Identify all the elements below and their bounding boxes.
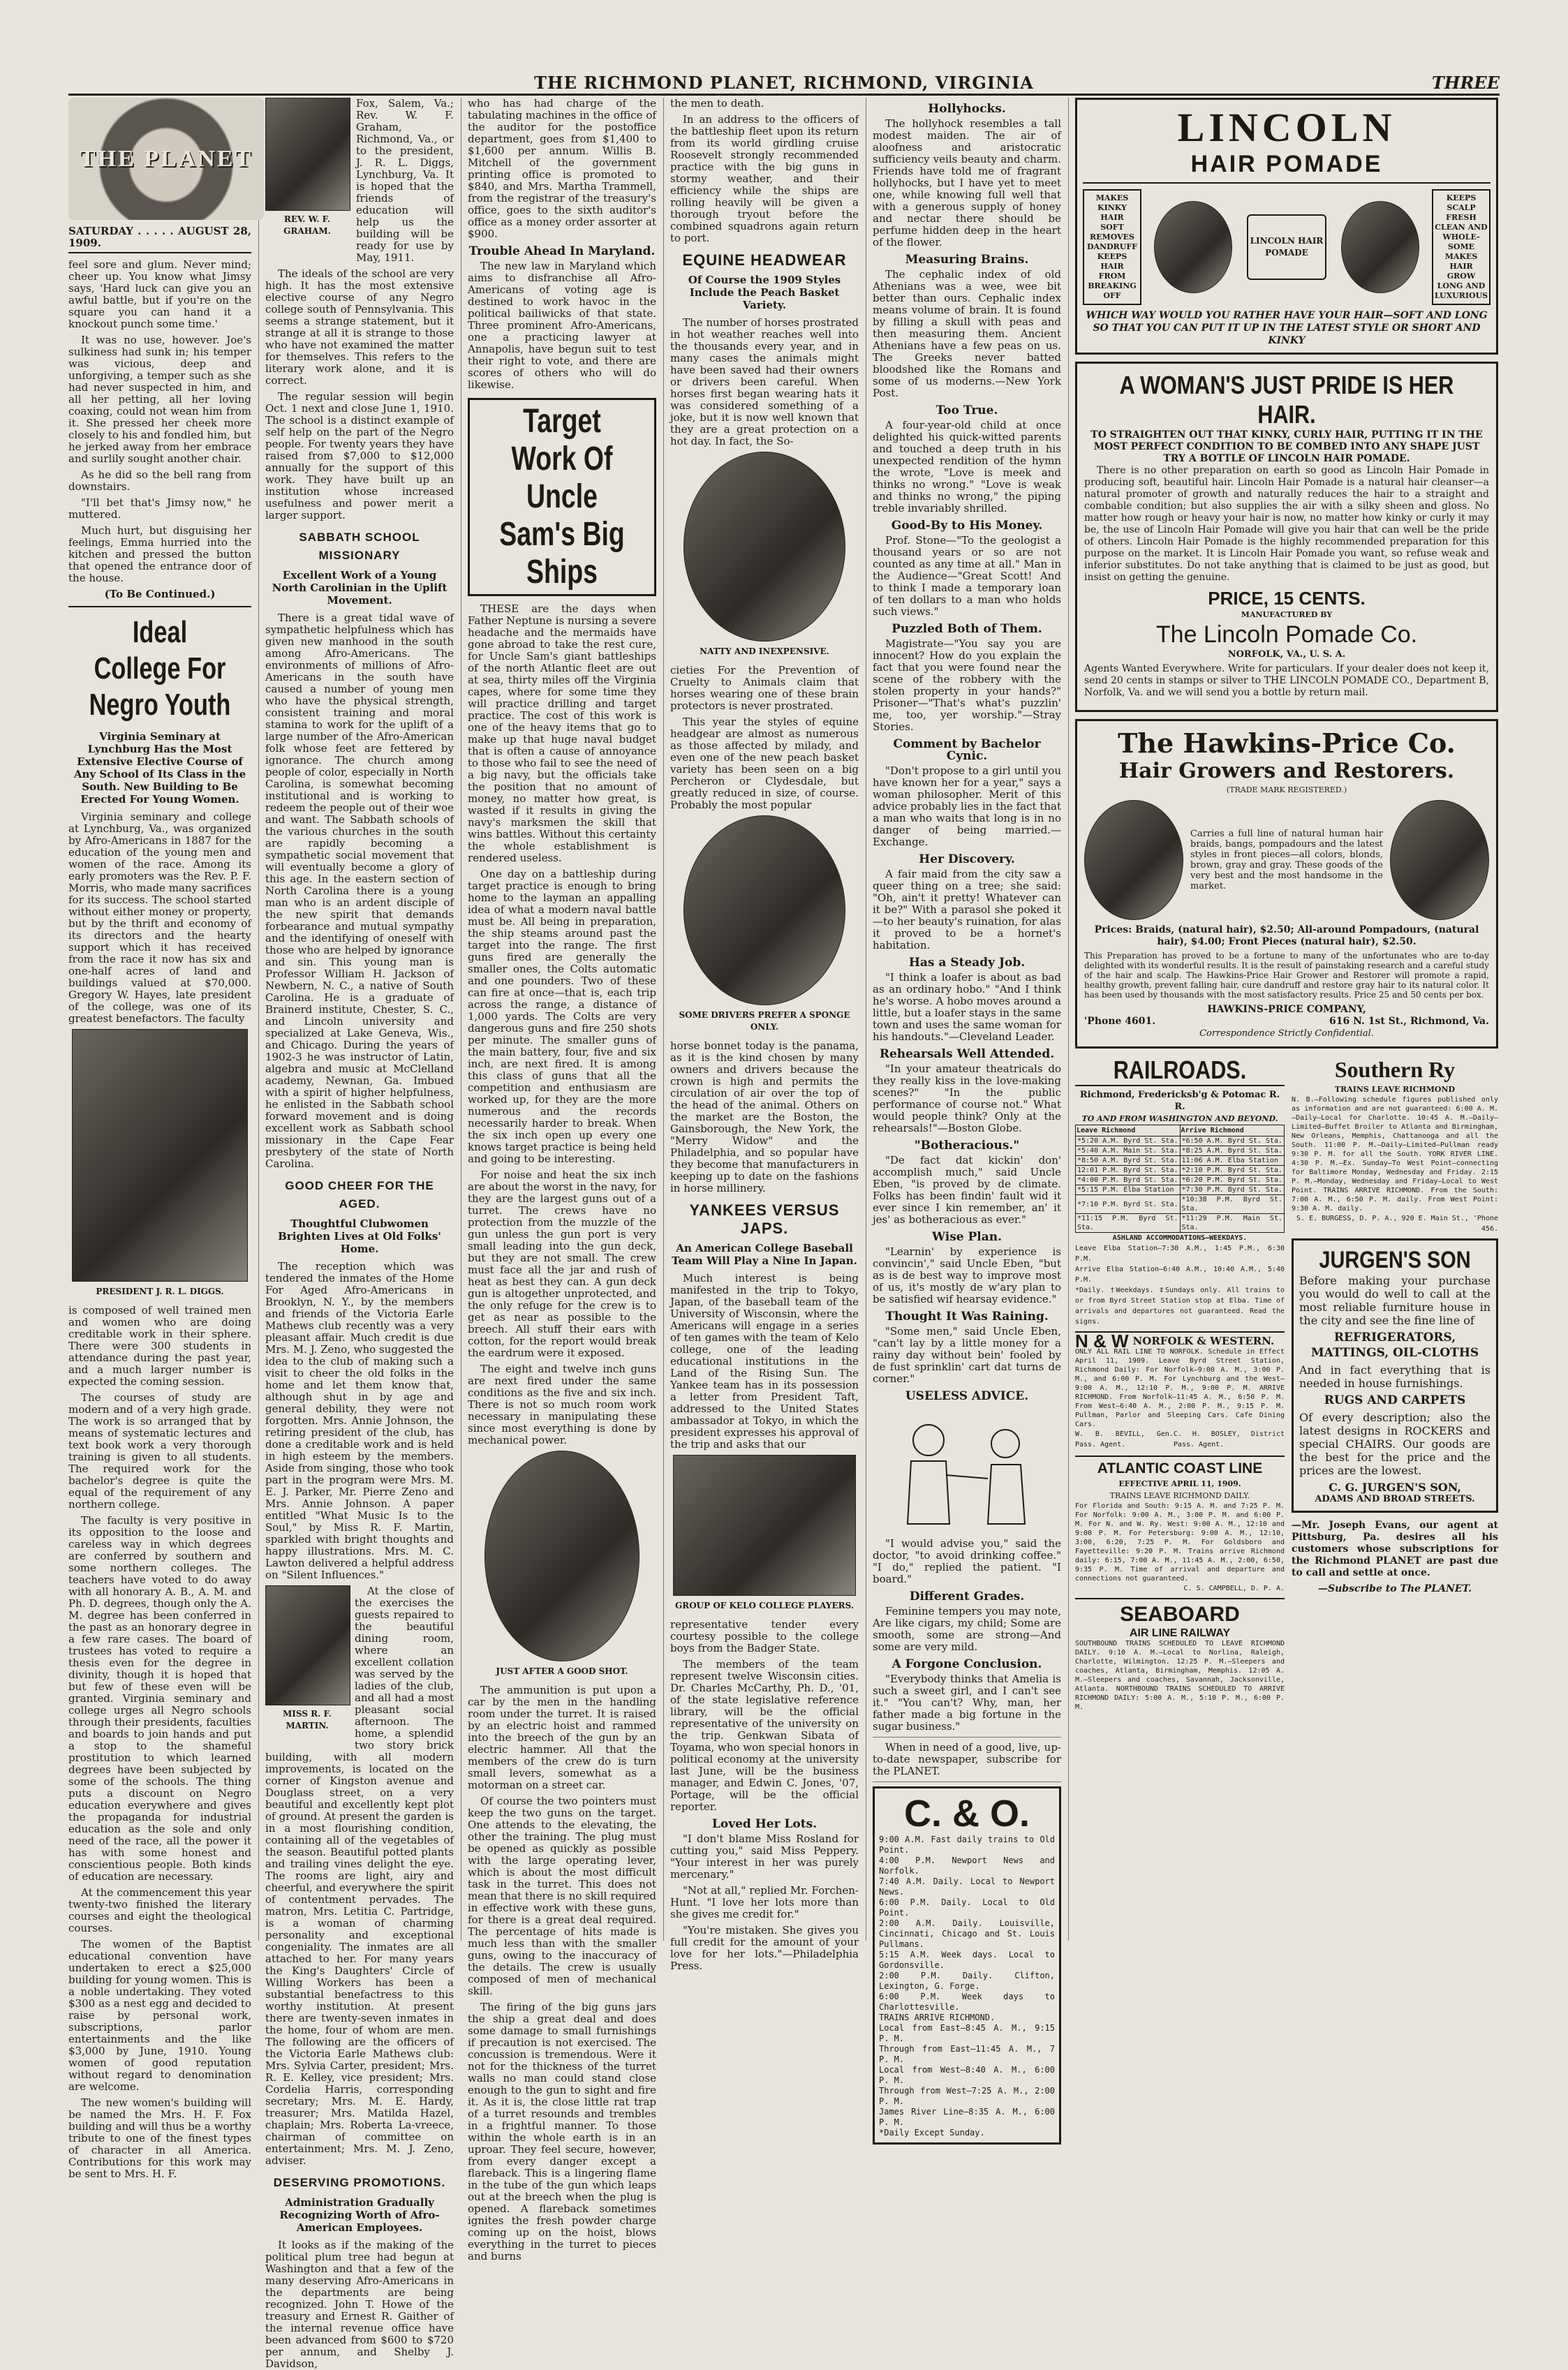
lincoln-ad bbox=[1075, 98, 1498, 355]
lincoln-left-panel bbox=[1083, 189, 1141, 305]
rfp-row bbox=[1076, 1176, 1285, 1185]
article-paragraph: At the commencement this year twenty-two finished the literary courses and eight the theological courses. bbox=[68, 1886, 251, 1934]
article-paragraph: Virginia seminary and college at Lynchburg, Va., was organized by Afro-Americans in 1887 for the education of the young men and women of the race. Among its early promoters was the Rev. P. F. Morris, who made many sacrifices for its success. The school started without either money or property, but by the thrift and economy of its directors and the hearty support which it has received from the race it now has six and one-half acres of land and buildings valued at $70,000. Gregory W. Hayes, late president of the college, was one of its greatest benefactors. The faculty bbox=[68, 810, 251, 1025]
co-schedule-line: 7:40 A.M. Daily. Local to Newport News. bbox=[879, 1876, 1055, 1897]
pride-body: There is no other preparation on earth so good as Lincoln Hair Pomade in producing soft, beautiful hair. Lincoln Hair Pomade is a natural hair cleanser—a natural promoter of growth and naturally reduces the hair to a straight and combable condition; but also supplies the air with a silky sheen and gloss. No matter how rough or heavy your hair is now, no matter how kinky or curly it may be, the use of Lincoln Hair Pomade will give you hair that can well be the pride of others. Lincoln Hair Pomade is the highly recommended preparation for this purpose on the market. It is Lincoln Hair Pomade you want, so refuse weak and inferior substitutes. Do not take anything that is claimed to be just as good, but insist on getting the genuine. bbox=[1084, 465, 1489, 583]
pride-price: PRICE, 15 CENTS. bbox=[1208, 588, 1366, 609]
article-paragraph: The members of the team represent twelve Wisconsin cities. Dr. Charles McCarthy, Ph. D., '01, of the state legislative reference library, will be the official representative of the university on the trip. Genkwan Sibata of Toyama, who won special honors in political economy at the university last June, will be the business manager, and Edwin C. Jones, '07, Portage, will be the official reporter. bbox=[670, 1658, 859, 1813]
photo-caption: GROUP OF KELO COLLEGE PLAYERS. bbox=[674, 1601, 854, 1610]
seaboard-body: SOUTHBOUND TRAINS SCHEDULED TO LEAVE RICHMOND DAILY. 9:10 A. M.—Local to Norlina, Raleigh, Charlotte, Wilmington. 12:25 P. M.—Sleepers and coaches, Atlanta, Birmingham, Memphis. 12:05 A. M.—Sleepers and coaches, Savannah, Jacksonville, Atlanta. NORTHBOUND TRAINS SCHEDULED TO ARRIVE RICHMOND DAILY: 5:00 A. M., 5:10 P. M., 6:00 P. M. bbox=[1075, 1640, 1285, 1711]
hawkins-company: HAWKINS-PRICE COMPANY, bbox=[1207, 1004, 1366, 1015]
hawkins-title: The Hawkins-Price Co. bbox=[1118, 727, 1456, 759]
lincoln-panel-word: HAIR bbox=[1100, 213, 1124, 222]
photo-caption: MISS R. F. MARTIN. bbox=[283, 1709, 332, 1731]
article-paragraph: "You're mistaken. She gives you full credit for the amount of your love for her lots."—Philadelphia Press. bbox=[670, 1924, 859, 1972]
right-ads-column bbox=[1292, 1056, 1498, 1712]
lincoln-panel-word: REMOVES bbox=[1090, 232, 1134, 242]
item-heading: Measuring Brains. bbox=[905, 253, 1029, 267]
page-number: THREE bbox=[1431, 73, 1500, 93]
co-schedule-line: Through from East—11:45 A. M., 7 P. M. bbox=[879, 2044, 1055, 2064]
co-schedule-line: 2:00 A.M. Daily. Louisville, Cincinnati, Chicago and St. Louis Pullmans. bbox=[879, 1918, 1055, 1949]
article-paragraph: Fox, Salem, Va.; Rev. W. F. Graham, Richmond, Va., or to the president, J. R. L. Diggs, Lynchburg, Va. It is hoped that the friends of education will help us the building will be ready for use by May, 1911. bbox=[356, 97, 454, 264]
lincoln-panel-word: OFF bbox=[1103, 291, 1121, 300]
article-paragraph: Much interest is being manifested in the trip to Tokyo, Japan, of the baseball team of the University of Wisconsin, where the Americans will engage in a series of ten games with the team of Kelo college, one of the leading educational institutions in the Land of the Rising Sun. The Yankee team has in its possession a letter from President Taft, addressed to the United States ambassador at Tokyo, in which the president expresses his approval of the trip and asks that our bbox=[670, 1272, 859, 1451]
lincoln-panel-word: LONG AND bbox=[1437, 281, 1486, 290]
rfp-acc-arrive: Arrive Elba Station—6:40 A.M., 10:40 A.M., 5:40 P.M. bbox=[1075, 1266, 1285, 1284]
article-paragraph: The regular session will begin Oct. 1 next and close June 1, 1910. The school is a distinct example of self help on the part of the Negro people. For twenty years they have raised from $7,000 to $12,000 annually for the support of this work. They have built up an institution whose increased usefulness and power merit a larger support. bbox=[265, 390, 454, 521]
to-be-continued: (To Be Continued.) bbox=[68, 588, 251, 607]
photo-caption: SOME DRIVERS PREFER A SPONGE ONLY. bbox=[679, 1010, 850, 1032]
article-paragraph: The firing of the big guns jars the ship a great deal and does some damage to small furnishings if precaution is not exercised. The concussion is tremendous. Were it not for the thickness of the turret walls no man could stand close enough to the gun to sight and fire it. As it is, the close little rat trap of a turret resounds and trembles in a frightful manner. To those within the whole earth is in an uproar. They feel secure, however, from every danger except a flareback. This is a lingering flame in the tube of the gun which leaps out at the breech when the plug is opened. A flareback sometimes ignites the fresh powder charge coming up on the hoist, blows everything in the turret to pieces and burns bbox=[468, 2001, 656, 2262]
rfp-cell: *5:20 A.M. Byrd St. Sta. bbox=[1076, 1136, 1181, 1146]
rfp-row bbox=[1076, 1185, 1285, 1195]
rfp-row bbox=[1076, 1214, 1285, 1233]
article-paragraph: The number of horses prostrated in hot weather reaches well into the thousands every year, and in many cases the animals might have been saved had their owners or drivers been careful. When horses first began wearing hats it was considered something of a joke, but it is now well known that they are a great protection on a hot day. In fact, the So- bbox=[670, 316, 859, 447]
rfp-cell: *11:15 P.M. Byrd St. Sta. bbox=[1076, 1214, 1181, 1233]
page-masthead bbox=[68, 73, 1500, 96]
planet-logo: THE PLANET bbox=[68, 98, 264, 220]
article-paragraph: The eight and twelve inch guns are next fired under the same conditions as the five and six inch. There is not so much room work necessary in manipulating these since most everything is done by mechanical power. bbox=[468, 1363, 656, 1446]
lincoln-panel-word: MAKES bbox=[1095, 193, 1129, 202]
co-schedule-line: Local from West—8:40 A. M., 6:00 P. M. bbox=[879, 2065, 1055, 2085]
serial-paragraph: It was no use, however. Joe's sulkiness had sunk in; his temper was vicious, deep and unforgiving, a temper such as she had never suspected in him, and all her petting, all her loving coaxing, could not wean him from it. She pressed her cheek more closely to his and fondled him, but he jerked away from her embrace and surlily sought another chair. bbox=[68, 334, 251, 465]
co-schedule-line: 5:15 A.M. Week days. Local to Gordonsville. bbox=[879, 1950, 1055, 1970]
article-paragraph: One day on a battleship during target practice is enough to bring home to the layman an appalling idea of what a modern naval battle must be. All being in preparation, the ship steams around past the target into the range. The first guns fired are generally the smaller ones, the Colts automatic and one pounders. Two of these can fire at once—that is, each trip across the range, a distance of 1,000 yards. The Colts are very dangerous guns and fire 250 shots per minute. The smaller guns of the main battery, four, five and six inch, are next fired. It is among this class of guns that all the competition and enthusiasm are worked up, for they are the more numerous and the records necessarily harder to break. When the six inch open up every one knows target practice is being held and going to be interesting. bbox=[468, 868, 656, 1165]
subhead-yankees: An American College Baseball Team Will Play a Nine In Japan. bbox=[672, 1242, 857, 1267]
item-text: A fair maid from the city saw a queer thing on a tree; she said: "Oh, ain't it pretty! Whatever can it be?" With a parasol she poked it—to her beauty's ruination, for alas it proved to be a hornet's habitation. bbox=[873, 868, 1061, 951]
subscribe-planet: —Subscribe to The PLANET. bbox=[1318, 1583, 1472, 1594]
article-paragraph: At the close of the exercises the guests repaired to the beautiful dining room, where an excellent collation was served by the ladies of the club, and all had a most pleasant social afternoon. The home, a splendid two story brick building, with all modern improvements, is located on the corner of Kingston avenue and Douglass street, on a very beautiful and excellently kept plot of ground. At present the garden is in a most flourishing condition, containing all of the vegetables of the season. Beautiful potted plants and trailing vines delight the eye. The rooms are light, airy and cheerful, and everywhere the spirit of contentment pervades. The matron, Mrs. Letitia C. Partridge, is a woman of charming personality and exceptional congeniality. The inmates are all attached to her. For many years the King's Daughters' Circle of Willing Workers has been a substantial benefactress to this worthy institution. At present there are twenty-seven inmates in the home, four of whom are men. The following are the officers of the Victoria Earle Mathews club: Mrs. Sylvia Carter, president; Mrs. R. E. Kelley, vice president; Mrs. Cordelia Harris, corresponding secretary; Mrs. M. E. Hardy, treasurer; Mrs. Matilda Hazel, chaplain; Mrs. Roberta La-vreece, chairman of committee on entertainment; Mrs. M. J. Zeno, adviser. bbox=[265, 1585, 454, 2167]
article-paragraph: In an address to the officers of the battleship fleet upon its return from its world girdling cruise Roosevelt strongly recommended practice with the big guns in stormy weather, and their efficiency while the ships are rolling heavily will be given a thorough tryout before the combined squadrons again return to port. bbox=[670, 113, 859, 244]
column-rule bbox=[258, 98, 259, 1941]
co-schedule-line: *Daily Except Sunday. bbox=[879, 2128, 985, 2138]
item-heading: Good-By to His Money. bbox=[891, 519, 1043, 533]
rfp-row bbox=[1076, 1136, 1285, 1146]
acl-agent: C. S. CAMPBELL, D. P. A. bbox=[1183, 1585, 1285, 1592]
subhead-equine: Of Course the 1909 Styles Include the Peach Basket Variety. bbox=[688, 274, 841, 311]
serial-paragraph: As he did so the bell rang from downstairs. bbox=[68, 468, 251, 493]
item-heading: "Botheracious." bbox=[914, 1139, 1020, 1153]
seaboard-title: SEABOARD bbox=[1075, 1598, 1285, 1627]
nw-agent: W. B. BEVILL, Gen. Pass. Agent. bbox=[1075, 1430, 1174, 1449]
item-text: "I think a loafer is about as bad as an ordinary hobo." "And I think he's worse. A hobo moves around a little, but a loafer stays in the same town and uses the same woman for his handouts."—Cleveland Leader. bbox=[873, 971, 1061, 1043]
lincoln-panel-word: HAIR bbox=[1449, 262, 1473, 271]
article-paragraph: who has had charge of the tabulating machines in the office of the auditor for the postoffice department, goes from $1,400 to $1,600 per annum. Willis B. Mitchell of the government printing office is promoted to $840, and Mrs. Martha Trammell, from the registrar of the treasury's office, goes to the sixth auditor's office as a money order assorter at $900. bbox=[468, 97, 656, 240]
short-items bbox=[873, 1591, 1061, 1733]
co-schedule-line: Through from West—7:25 A. M., 2:00 P. M. bbox=[879, 2086, 1055, 2106]
article-paragraph: There is a great tidal wave of sympathetic helpfulness which has given new manhood in the south among Afro-Americans. The environments of millions of Afro-Americans in the south have caused a number of young men who have the physical strength, consistent training and moral stamina to work for the uplift of a large number of the Afro-American folk whose feet are fettered by ignorance. The church among people of color, especially in North Carolina, is somewhat becoming institutional and is working to redeem the people out of their woe and want. The Sabbath schools of the various churches in the south are rapidly becoming a sympathetic social movement that will eventually become a glory of this age. In the eastern section of North Carolina there is a young man who is an ardent disciple of the new spirit that demands forbearance and mutual sympathy and the identifying of oneself with those who are helped by ignorance and sin. This young man is Professor William H. Jackson of Newbern, N. C., a native of South Carolina. He is a graduate of Brainerd institute, Chester, S. C., and Lincoln university and specialized at Lake Geneva, Wis., and Chicago. During the years of 1902-3 he was instructor of Latin, algebra and music at McClelland academy, Newnan, Ga. Imbued with a spirit of higher helpfulness, he enlisted in the Sabbath school forward movement and is doing excellent work as Sabbath school missionary in the Cape Fear presbytery of the state of North Carolina. bbox=[265, 612, 454, 1170]
article-paragraph: It looks as if the making of the political plum tree had begun at Washington and that a few of the many deserving Afro-Americans in the departments are being recognized. John T. Howe of the treasury and Ernest R. Gaither of the internal revenue office have been advanced from $600 to $720 per annum, and Shelby J. Davidson, bbox=[265, 2239, 454, 2370]
column-rule bbox=[1068, 98, 1069, 1941]
rfp-accommodations: ASHLAND ACCOMMODATIONS—WEEKDAYS. bbox=[1112, 1234, 1248, 1242]
headline-promotions: DESERVING PROMOTIONS. bbox=[273, 2176, 446, 2189]
serial-paragraph: "I'll bet that's Jimsy now," he muttered. bbox=[68, 496, 251, 521]
column-6 bbox=[1075, 98, 1498, 1941]
rfp-cell: 11:06 A.M. Elba Station bbox=[1180, 1156, 1285, 1166]
item-text: Feminine tempers you may note, Are like cigars, my child; Some are smooth, some are strong—And some are very mild. bbox=[873, 1605, 1061, 1653]
item-text: "Everybody thinks that Amelia is such a sweet girl, and I can't see it." "You can't? Why, man, her father made a big fortune in the sugar business." bbox=[873, 1673, 1061, 1733]
item-heading: A Forgone Conclusion. bbox=[892, 1657, 1042, 1671]
nw-agent: C. H. BOSLEY, District Pass. Agent. bbox=[1173, 1430, 1285, 1449]
item-heading: Too True. bbox=[935, 403, 998, 417]
article-paragraph: is composed of well trained men and women who are doing creditable work in their sphere. There were 300 students in attendance during the past year, and a much larger number is expected the coming session. bbox=[68, 1304, 251, 1388]
co-schedule-line: 4:00 P.M. Newport News and Norfolk. bbox=[879, 1856, 1055, 1876]
rfp-cell: 12:01 P.M. Byrd St. Sta. bbox=[1076, 1166, 1181, 1176]
lincoln-panel-word: DANDRUFF bbox=[1086, 242, 1138, 251]
rfp-cell: *5:40 A.M. Main St. Sta. bbox=[1076, 1146, 1181, 1156]
jurgen-address: ADAMS AND BROAD STREETS. bbox=[1315, 1494, 1475, 1504]
rfp-cell: *6:20 P.M. Byrd St. Sta. bbox=[1180, 1176, 1285, 1185]
column-2 bbox=[265, 97, 454, 2370]
photo-caption: REV. W. F. GRAHAM. bbox=[283, 214, 331, 236]
photo-caption: NATTY AND INEXPENSIVE. bbox=[700, 646, 829, 656]
woman-illustration bbox=[1341, 201, 1419, 293]
rfp-arrive-header: Arrive Richmond bbox=[1180, 1125, 1285, 1136]
lincoln-panel-word: WHOLE- bbox=[1442, 232, 1480, 242]
nw-logo-icon: N & W bbox=[1075, 1331, 1129, 1351]
rfp-cell: *10:38 P.M. Byrd St. Sta. bbox=[1180, 1195, 1285, 1214]
article-paragraph: Of course the two pointers must keep the two guns on the target. One attends to the elevating, the other the training. The plug must be opened as quickly as possible with the large operating lever, which is about the most difficult task in the turret. This does not mean that there is no skill required in effective work with these guns, for there is a great deal required. The percentage of hits made is much less than with the smaller guns, owing to the inaccuracy of the details. The crew is usually composed of men of mechanical skill. bbox=[468, 1795, 656, 1997]
item-heading: Thought It Was Raining. bbox=[885, 1310, 1049, 1324]
lincoln-panel-word: LUXURIOUS bbox=[1434, 291, 1488, 300]
co-schedule-line: TRAINS ARRIVE RICHMOND. bbox=[879, 2013, 996, 2022]
rfp-cell: *4:00 P.M. Byrd St. Sta. bbox=[1076, 1176, 1181, 1185]
article-paragraph: horse bonnet today is the panama, as it is the kind chosen by many owners and drivers because the crown is high and permits the circulation of air over the top of the head of the animal. Others on the market are the Boston, the Gainsborough, the New York, the "Merry Widow" and the Philadelphia, and so popular have they become that manufacturers in keeping up to date on the fashions in horse millinery. bbox=[670, 1039, 859, 1194]
pride-manufactured-by: MANUFACTURED BY bbox=[1241, 610, 1333, 619]
jurgen-rugs: RUGS AND CARPETS bbox=[1324, 1393, 1466, 1407]
rfp-note: *Daily. †Weekdays. ‡Sundays only. All trains to or from Byrd Street Station stop at Elba. Time of arrivals and departures not guaranteed. Read the signs. bbox=[1075, 1287, 1285, 1326]
lincoln-panel-word: HAIR bbox=[1100, 262, 1124, 271]
hawkins-subtitle: Hair Growers and Restorers. bbox=[1118, 759, 1455, 783]
article-paragraph: The reception which was tendered the inmates of the Home For Aged Afro-Americans in Brooklyn, N. Y., by the members and friends of the Victoria Earle Mathews club recently was a very pleasant affair. Much credit is due Mrs. M. J. Zeno, who suggested the idea to the club of making such a visit to cheer the old folks in the home and let them know that, although shut in by age and general debility, they were not forgotten. Mrs. Annie Johnson, the retiring president of the club, has done a creditable work and is held in high esteem by the members. Aside from singing, those who took part in the program were Mrs. M. E. J. Parker, Mr. Pierre Zeno and Mrs. Annie Johnson. A paper entitled "What Music Is to the Soul," by Miss R. F. Martin, sparkled with bright thoughts and happy illustrations. Mrs. M. C. Lawton delivered a helpful address on "Silent Influences." bbox=[265, 1260, 454, 1581]
article-paragraph: The new women's building will be named the Mrs. H. F. Fox building and will thus be a worthy tribute to one of the finest types of character in all America. Contributions for this work may be sent to Mrs. H. F. bbox=[68, 2096, 251, 2180]
hawkins-address: 616 N. 1st St., Richmond, Va. bbox=[1329, 1016, 1489, 1027]
lincoln-subtitle: HAIR POMADE bbox=[1083, 150, 1491, 184]
portrait-photo bbox=[265, 1585, 350, 1705]
jurgen-tail: Of every description; also the latest designs in ROCKERS and special CHAIRS. Our goods are the best for the price and the prices are the lowest. bbox=[1299, 1411, 1491, 1477]
acl-subtitle: TRAINS LEAVE RICHMOND DAILY. bbox=[1109, 1491, 1250, 1500]
sailor-photo bbox=[485, 1451, 639, 1661]
serial-paragraph: feel sore and glum. Never mind; cheer up. You know what Jimsy says, 'Hard luck can give you an awful battle, but if you're on the square you can hand it a knockout punch some time.' bbox=[68, 258, 251, 330]
rfp-row bbox=[1076, 1156, 1285, 1166]
article-paragraph: representative tender every courtesy possible to the college boys from the Badger State. bbox=[670, 1618, 859, 1654]
lincoln-panel-word: FROM bbox=[1098, 272, 1126, 281]
southern-title: Southern Ry bbox=[1334, 1057, 1456, 1082]
co-schedule-line: James River Line—8:35 A. M., 6:00 P. M. bbox=[879, 2107, 1055, 2127]
subhead-promotions: Administration Gradually Recognizing Worth of Afro-American Employees. bbox=[279, 2196, 440, 2234]
headline-sabbath: SABBATH SCHOOL MISSIONARY bbox=[299, 531, 420, 562]
railroads-title: RAILROADS. bbox=[1113, 1056, 1247, 1084]
pride-address: NORFOLK, VA., U. S. A. bbox=[1227, 649, 1346, 660]
lincoln-panel-word: KINKY bbox=[1097, 203, 1127, 212]
co-schedule-line: 6:00 P.M. Daily. Local to Old Point. bbox=[879, 1897, 1055, 1918]
pride-lead: TO STRAIGHTEN OUT THAT KINKY, CURLY HAIR, PUTTING IT IN THE MOST PERFECT CONDITION TO BE COMBED INTO ANY SHAPE JUST TRY A BOTTLE OF LINCOLN HAIR POMADE. bbox=[1090, 429, 1483, 464]
horse-photo bbox=[683, 452, 845, 642]
co-schedule-line: 9:00 A.M. Fast daily trains to Old Point. bbox=[879, 1835, 1055, 1855]
acl-body: For Florida and South: 9:15 A. M. and 7:25 P. M. For Norfolk: 9:00 A. M., 3:00 P. M. and 6:00 P. M. For N. and W. Ry. West: 9:00 A. M., 12:10 and 9:00 P. M. For Petersburg: 9:00 A. M., 12:10, 3:00, 6:20, 7:25 P. M. For Goldsboro and Fayetteville: 9:20 P. M. Trains arrive Richmond daily: 6:15, 7:00 A. M., 11:45 A. M., 2:00, 6:50, 9:35 P. M. Time of arrival and departure and connections not guaranteed. bbox=[1075, 1502, 1285, 1583]
column-4 bbox=[670, 97, 859, 1972]
headline-equine: EQUINE HEADWEAR bbox=[682, 251, 847, 269]
rfp-row bbox=[1076, 1146, 1285, 1156]
woman-portrait bbox=[1390, 800, 1489, 920]
horse-photo bbox=[683, 815, 845, 1005]
rfp-cell: *7:30 P.M. Byrd St. Sta. bbox=[1180, 1185, 1285, 1195]
jurgen-lead: Before making your purchase you would do well to call at the most reliable furniture house in the city and see the fine line of bbox=[1299, 1274, 1491, 1327]
article-paragraph: "I don't blame Miss Rosland for cutting you," said Miss Peppery. "Your interest in her was purely mercenary." bbox=[670, 1832, 859, 1881]
item-text: "Don't propose to a girl until you have known her for a year," says a woman philosopher. Merit of this advice probably lies in the fact that a man who waits that long is in no danger of being married.—Exchange. bbox=[873, 764, 1061, 848]
item-heading: Hollyhocks. bbox=[928, 102, 1006, 116]
lincoln-panel-word: SOME bbox=[1447, 242, 1475, 251]
item-heading: Different Grades. bbox=[909, 1590, 1025, 1604]
lincoln-panel-word: KEEPS bbox=[1446, 193, 1477, 202]
rfp-leave-header: Leave Richmond bbox=[1076, 1125, 1181, 1136]
co-schedule-line: Local from East—8:45 A. M., 9:15 P. M. bbox=[879, 2023, 1055, 2043]
nw-title: NORFOLK & WESTERN. bbox=[1132, 1335, 1275, 1347]
hawkins-trademark: (TRADE MARK REGISTERED.) bbox=[1226, 785, 1347, 794]
portrait-photo bbox=[265, 98, 350, 211]
team-photo bbox=[673, 1455, 856, 1596]
article-paragraph: The courses of study are modern and of a very high grade. The work is so arranged that by means of systematic lectures and text book work a very thorough training is given to all students. The required work for the bachelor's degree is quite the equal of the requirement of any northern college. bbox=[68, 1391, 251, 1511]
item-text: "Some men," said Uncle Eben, "can't lay by a little money for a rainy day without bein' fooled by de fust sprinklin' cart dat turns de corner." bbox=[873, 1325, 1061, 1385]
pomade-jar: LINCOLN HAIR POMADE bbox=[1247, 214, 1326, 280]
column-rule bbox=[663, 98, 664, 1941]
item-text: "In your amateur theatricals do they really kiss in the love-making scenes?" "In the public performance of course not." What would people think? Only at the rehearsals!"—Boston Globe. bbox=[873, 1062, 1061, 1134]
article-paragraph: This year the styles of equine headgear are almost as numerous as those affected by milady, and even one of the new peach basket variety has been seen on a big Percheron or Clydesdale, but greatly reduced in size, of course. Probably the most popular bbox=[670, 716, 859, 811]
lincoln-panel-word: MAKES bbox=[1444, 252, 1478, 261]
rfp-cell: *5:15 P.M. Elba Station bbox=[1076, 1185, 1181, 1195]
woman-illustration bbox=[1154, 201, 1232, 293]
item-heading: Her Discovery. bbox=[919, 852, 1015, 866]
item-text: "De fact dat kickin' don' accomplish much," said Uncle Eben, "is proved by de climate. Folks has been findin' fault wid it ever since I kin remember, an' it jes' as botheracious as ever." bbox=[873, 1154, 1061, 1226]
subscribe-note: When in need of a good, live, up-to-date newspaper, subscribe for the PLANET. bbox=[873, 1737, 1061, 1782]
rfp-row bbox=[1076, 1166, 1285, 1176]
seaboard-subtitle: AIR LINE RAILWAY bbox=[1129, 1627, 1231, 1639]
item-heading: Puzzled Both of Them. bbox=[892, 622, 1042, 636]
hawkins-body: Carries a full line of natural human hair braids, bangs, pompadours and the latest styles in front pieces—all colors, blonds, brown, gray and gray. These goods of the very best and the most handsome in the market. bbox=[1190, 829, 1383, 891]
pride-title: A WOMAN'S JUST PRIDE IS HER HAIR. bbox=[1119, 371, 1454, 429]
lincoln-panel-word: KEEPS bbox=[1097, 252, 1127, 261]
rfp-cell: *8:25 A.M. Byrd St. Sta. bbox=[1180, 1146, 1285, 1156]
hawkins-prices: Prices: Braids, (natural hair), $2.50; All-around Pompadours, (natural hair), $4.00; Front Pieces (natural hair), $2.50. bbox=[1094, 924, 1479, 947]
subhead-cheer: Thoughtful Clubwomen Brighten Lives at Old Folks' Home. bbox=[278, 1217, 441, 1255]
evans-notice: —Mr. Joseph Evans, our agent at Pittsburg, Pa. desires all his customers whose subscriptions for the Richmond PLANET are past due to call and settle at once. bbox=[1292, 1520, 1498, 1578]
item-text: A four-year-old child at once delighted his quick-witted parents and touched a deep truth in his unexpected rendition of the hymn the wrote, "Love is meek and thinks no wrong." "Love is weak and thinks no wrong," the piping treble invariably shrilled. bbox=[873, 419, 1061, 514]
article-paragraph: The ammunition is put upon a car by the men in the handling room under the turret. It is raised by an electric hoist and rammed into the breech of the gun by an electric hammer. All that the members of the crew do is turn small levers, somewhat as a motorman on a street car. bbox=[468, 1684, 656, 1791]
rfp-subtitle: TO AND FROM WASHINGTON AND BEYOND. bbox=[1081, 1114, 1278, 1123]
headline-target-work: Target Work Of Uncle Sam's Big Ships bbox=[499, 403, 625, 591]
article-paragraph: The women of the Baptist educational convention have undertaken to erect a $25,000 building for young women. This is a noble undertaking. They voted $300 as a nest egg and decided to raise by personal work, subscriptions, parlor entertainments and the like $3,000 by June, 1910. Young women of good reputation without regard to denomination are welcome. bbox=[68, 1938, 251, 2093]
jurgen-name: C. G. JURGEN'S SON, bbox=[1329, 1481, 1461, 1494]
lincoln-panel-word: CLEAN AND bbox=[1435, 223, 1488, 232]
pride-ad bbox=[1075, 362, 1498, 712]
railroads-column bbox=[1075, 1056, 1285, 1712]
rfp-cell: *7:10 P.M. Byrd St. Sta. bbox=[1076, 1195, 1181, 1214]
lincoln-panel-word: BREAKING bbox=[1088, 281, 1137, 290]
southern-agent: S. E. BURGESS, D. P. A., 920 E. Main St., 'Phone 456. bbox=[1296, 1215, 1498, 1233]
column-3 bbox=[468, 97, 656, 2262]
co-schedule-line: 2:00 P.M. Daily. Clifton, Lexington, G. Forge. bbox=[879, 1971, 1055, 1991]
photo-caption: JUST AFTER A GOOD SHOT. bbox=[496, 1666, 628, 1676]
rfp-row bbox=[1076, 1195, 1285, 1214]
item-text: The hollyhock resembles a tall modest maiden. The air of aloofness and aristocratic sufficiency veils beauty and charm. Friends have told me of fragrant hollyhocks, but I have yet to meet one, while knowing full well that with a generous supply of honey and nectar there should be perfume hidden deep in the heart of the flower. bbox=[873, 117, 1061, 249]
headline-yankees: YANKEES VERSUS JAPS. bbox=[689, 1201, 840, 1237]
rfp-cell: *6:50 A.M. Byrd St. Sta. bbox=[1180, 1136, 1285, 1146]
lincoln-panel-word: FRESH bbox=[1446, 213, 1477, 222]
headline-trouble: Trouble Ahead In Maryland. bbox=[468, 244, 656, 258]
rfp-cell: *8:50 A.M. Byrd St. Sta. bbox=[1076, 1156, 1181, 1166]
lincoln-title: LINCOLN bbox=[1177, 105, 1396, 150]
cartoon-illustration bbox=[873, 1405, 1061, 1538]
item-text: Magistrate—"You say you are innocent? How do you explain the fact that you were found near the scene of the robbery with the stolen property in your hands?" Prisoner—"That's what's puzzlin' me, too, yer worship."—Stray Stories. bbox=[873, 637, 1061, 733]
item-text: The cephalic index of old Athenians was a wee, wee bit better than ours. Cephalic index means volume of brain. It is found by filling a skull with peas and then measuring them. Ancient Athenians have a few peas on us. The Greeks never batted bloodshed like the Romans and some of us moderns.—New York Post. bbox=[873, 268, 1061, 399]
lincoln-panel-word: GROW bbox=[1447, 272, 1476, 281]
dateline: SATURDAY . . . . . AUGUST 28, 1909. bbox=[68, 225, 251, 253]
rfp-cell: *11:29 P.M. Main St. Sta. bbox=[1180, 1214, 1285, 1233]
hawkins-fine-print: This Preparation has proved to be a fortune to many of the unfortunates who are to-day delighted with its wonderful results. It is the result of painstaking research and a careful study of the hair and scalp. The Hawkins-Price Hair Grower and Restorer will promote a rapid, healthy growth, prevent falling hair, cure dandruff and restore gray hair to its natural color. It has been used by thousands with the most satisfactory results. Price 25 and 50 cents per box. bbox=[1084, 951, 1489, 1000]
headline-ideal-college: Ideal College For Negro Youth bbox=[89, 615, 231, 722]
hawkins-phone: 'Phone 4601. bbox=[1084, 1016, 1156, 1027]
item-text: Prof. Stone—"To the geologist a thousand years or so are not counted as any time at all." Man in the Audience—"Great Scott! And to think I made a temporary loan of ten dollars to a man who holds such views." bbox=[873, 534, 1061, 618]
acl-effective: EFFECTIVE APRIL 11, 1909. bbox=[1118, 1479, 1241, 1488]
jurgen-ad bbox=[1292, 1238, 1498, 1513]
southern-body: N. B.—Following schedule figures published only as information and are not guaranteed: 6:00 A. M.—Daily—Local for Charlotte. 10:45 A. M.—Daily—Limited—Buffet Broiler to Atlanta and Birmingham, New Orleans, Memphis, Chattanooga and all the South. 11:00 P. M.—Daily—Limited—Pullman ready 9:30 P. M. for all the South. YORK RIVER LINE. 4:30 P. M.—Ex. Sunday—To West Point—connecting for Baltimore Monday, Wednesday and Friday. 2:15 P. M.—Monday, Wednesday and Friday—Local to West Point. TRAINS ARRIVE RICHMOND. From the South: 7:00 A. M., 6:50 P. M. daily. From West Point: 9:30 A. M. daily. bbox=[1292, 1096, 1498, 1213]
lincoln-panel-word: SOFT bbox=[1100, 223, 1124, 232]
article-paragraph: The faculty is very positive in its opposition to the loose and careless way in which degrees are conferred by southern and some northern colleges. The teachers have voted to do away with all honorary A. B., A. M. and Ph. D. degrees, though only the A. M. degree has been conferred in the past as an honorary degree in a few rare cases. The board of trustees has voted to require a thesis even for the degree in divinity, though it is hoped that but few of these even will be granted. Virginia seminary and college urges all Negro schools through their presidents, faculties and boards to join hands and put a stop to the shameful prostitution to which learned degrees have been subjected by some of the schools. The thing puts a discount on Negro education everywhere and gives the propaganda for industrial education as the sole and only need of the race, all the power it has with some honest and conscientious people. Both kinds of education are necessary. bbox=[68, 1514, 251, 1883]
subhead-sabbath: Excellent Work of a Young North Carolinian in the Uplift Movement. bbox=[272, 569, 448, 607]
jurgen-title: JURGEN'S SON bbox=[1319, 1247, 1471, 1273]
rfp-acc-leave: Leave Elba Station—7:30 A.M., 1:45 P.M., 6:30 P.M. bbox=[1075, 1245, 1285, 1263]
co-schedule bbox=[879, 1835, 1055, 2138]
co-schedule-line: 6:00 P.M. Week days to Charlottesville. bbox=[879, 1992, 1055, 2012]
item-heading: Wise Plan. bbox=[931, 1230, 1003, 1244]
article-paragraph: The new law in Maryland which aims to disfranchise all Afro-Americans of voting age is destined to work havoc in the political bailiwicks of that state. Three prominent Afro-Americans, one a practicing lawyer at Annapolis, have begun suit to test their right to vote, and there are scores of others who will do likewise. bbox=[468, 260, 656, 391]
item-text: "Learnin' by experience is convincin'," said Uncle Eben, "but as is de best way to improve most of us, it's mostly de w'ary plan to be satisfied wif hearsay evidence." bbox=[873, 1245, 1061, 1305]
article-paragraph: cieties For the Prevention of Cruelty to Animals claim that horses wearing one of these brain protectors is never prostrated. bbox=[670, 664, 859, 712]
column-5 bbox=[873, 98, 1061, 2138]
column-1 bbox=[68, 98, 253, 2180]
article-paragraph: "Not at all," replied Mr. Forchen-Hunt. "I love her lots more than she gives me credit for." bbox=[670, 1884, 859, 1920]
photo-caption: PRESIDENT J. R. L. DIGGS. bbox=[96, 1287, 224, 1296]
co-title: C. & O. bbox=[903, 1793, 1030, 1835]
serial-paragraph: Much hurt, but disguising her feelings, Emma hurried into the kitchen and pressed the button that opened the entrance door of the house. bbox=[68, 524, 251, 584]
article-paragraph: THESE are the days when Father Neptune is nursing a severe headache and the mermaids have gone abroad to take the rest cure, for Uncle Sam's giant battleships of the north Atlantic fleet are out at sea, thirty miles off the Virginia capes, where for some time they will practice drilling and target practice. The cost of this work is one of the heavy items that go to make up that huge naval budget that is often a cause of annoyance to those who fail to see the need of a big navy, but the officials take the position that no amount of money, no matter how great, is wasted if it results in giving the navy's marksmen the skill that wins battles. Without this certainty the whole establishment is rendered useless. bbox=[468, 602, 656, 864]
rfp-title: Richmond, Fredericksb'g & Potomac R. R. bbox=[1075, 1085, 1285, 1113]
lincoln-slogan: WHICH WAY WOULD YOU RATHER HAVE YOUR HAIR—SOFT AND LONG SO THAT YOU CAN PUT IT UP IN THE LATEST STYLE OR SHORT AND KINKY bbox=[1086, 310, 1488, 346]
pride-agents: Agents Wanted Everywhere. Write for particulars. If your dealer does not keep it, send 20 cents in stamps or silver to THE LINCOLN POMADE CO., Department B, Norfolk, Va. and we will send you a bottle by return mail. bbox=[1084, 663, 1489, 698]
subhead-ideal-college: Virginia Seminary at Lynchburg Has the Most Extensive Elective Course of Any School of Its Class in the South. New Building to Be Erected For Young Women. bbox=[73, 730, 246, 806]
article-paragraph: "I would advise you," said the doctor, "to avoid drinking coffee." "I do," replied the patient. "I board." bbox=[873, 1537, 1061, 1585]
article-paragraph: the men to death. bbox=[670, 97, 764, 110]
nw-body: ONLY ALL RAIL LINE TO NORFOLK. Schedule in Effect April 11, 1909. Leave Byrd Street Station, Richmond Daily: For Norfolk—9:00 A. M., 3:00 P. M., and 6:00 P. M. For Lynchburg and the West—9:00 A. M., 12:10 P. M., 9:00 P. M. ARRIVE RICHMOND. From Norfolk—11:45 A. M., 6:50 P. M. From West—6:40 A. M., 2:00 P. M., 9:15 P. M. Pullman, Parlor and Sleeping Cars. Cafe Dining Cars. bbox=[1075, 1348, 1285, 1428]
hawkins-correspondence: Correspondence Strictly Confidential. bbox=[1199, 1028, 1374, 1039]
article-paragraph: The ideals of the school are very high. It has the most extensive elective course of any Negro college south of Pennsylvania. This seems a strange statement, but it strange at all it is strange to those who have not examined the matter for themselves. This refers to the literary work alone, and it is correct. bbox=[265, 267, 454, 387]
rfp-cell: *2:10 P.M. Byrd St. Sta. bbox=[1180, 1166, 1285, 1176]
rfp-timetable bbox=[1075, 1125, 1285, 1233]
lincoln-right-panel bbox=[1432, 189, 1491, 305]
masthead-title: THE RICHMOND PLANET, RICHMOND, VIRGINIA bbox=[534, 73, 1034, 93]
jurgen-items: REFRIGERATORS, MATTINGS, OIL-CLOTHS bbox=[1310, 1331, 1479, 1360]
hawkins-ad bbox=[1075, 719, 1498, 1049]
portrait-photo bbox=[72, 1029, 248, 1282]
headline-useless: USELESS ADVICE. bbox=[905, 1389, 1029, 1403]
jurgen-mid: And in fact everything that is needed in house furnishings. bbox=[1299, 1363, 1491, 1390]
woman-portrait bbox=[1084, 800, 1183, 920]
article-paragraph: For noise and heat the six inch are about the worst in the navy, for they are the largest guns out of a turret. The crews have no protection from the muzzle of the gun unless the gun port is very small leading into the gun deck, but they are not small. The crew must face all the jar and rush of heat as best they can. A gun deck gun is altogether unprotected, and the only refuge for the crew is to get as near as possible to the breech. All stuff their ears with cotton, for the report would break the eardrum were it exposed. bbox=[468, 1169, 656, 1359]
co-railway-ad bbox=[873, 1786, 1061, 2145]
headline-loved: Loved Her Lots. bbox=[711, 1817, 818, 1831]
pride-company: The Lincoln Pomade Co. bbox=[1155, 621, 1418, 648]
item-heading: Comment by Bachelor Cynic. bbox=[893, 737, 1041, 763]
acl-title: ATLANTIC COAST LINE bbox=[1075, 1456, 1285, 1478]
short-items bbox=[873, 103, 1061, 1385]
lincoln-panel-word: SCALP bbox=[1447, 203, 1476, 212]
headline-cheer: GOOD CHEER FOR THE AGED. bbox=[285, 1179, 434, 1210]
headline-box bbox=[468, 398, 656, 596]
southern-subtitle: TRAINS LEAVE RICHMOND bbox=[1334, 1085, 1456, 1094]
item-heading: Has a Steady Job. bbox=[908, 956, 1026, 970]
item-heading: Rehearsals Well Attended. bbox=[879, 1047, 1055, 1061]
